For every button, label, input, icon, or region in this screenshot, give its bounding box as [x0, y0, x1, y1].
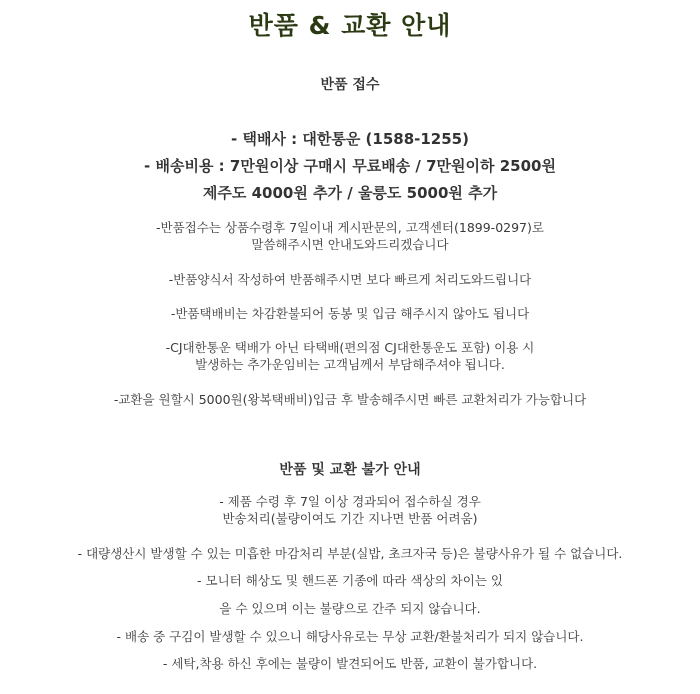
return-note-line: -교환을 원할시 5000원(왕복택배비)입금 후 발송해주시면 빠른 교환처리가 가능합니다: [113, 392, 587, 407]
return-note-line: 말씀해주시면 안내도와드리겠습니다: [251, 237, 449, 252]
restriction-item-line: 을 수 있으며 이는 불량으로 간주 되지 않습니다.: [219, 601, 481, 616]
extra-cost-info: 제주도 4000원 추가 / 울릉도 5000원 추가: [202, 184, 498, 202]
restriction-item-line: - 배송 중 구김이 발생할 수 있으니 해당사유로는 무상 교환/환불처리가 되지 않습니다.: [116, 629, 584, 644]
page-title: 반품 & 교환 안내: [248, 11, 452, 40]
restriction-item-line: - 세탁,착용 하신 후에는 불량이 발견되어도 반품, 교환이 불가합니다.: [162, 656, 538, 671]
return-note-line: -반품접수는 상품수령후 7일이내 게시판문의, 고객센터(1899-0297)로: [156, 220, 544, 235]
returns-heading: 반품 접수: [320, 77, 380, 93]
restriction-item-line: 반송처리(불량이여도 기간 지나면 반품 어려움): [222, 511, 478, 526]
return-note-line: -반품택배비는 차감환불되어 동봉 및 입금 해주시지 않아도 됩니다: [170, 306, 530, 321]
shipping-cost-info: - 배송비용 : 7만원이상 구매시 무료배송 / 7만원이하 2500원: [144, 157, 556, 175]
courier-info: - 택배사 : 대한통운 (1588-1255): [231, 130, 469, 148]
return-note-line: -반품양식서 작성하여 반품해주시면 보다 빠르게 처리도와드립니다: [168, 272, 532, 287]
restriction-item-line: - 대량생산시 발생할 수 있는 미흡한 마감처리 부분(실밥, 초크자국 등)은 불량사유가 될 수 없습니다.: [77, 546, 623, 561]
restriction-item-line: - 제품 수령 후 7일 이상 경과되어 접수하실 경우: [219, 494, 481, 509]
return-note-line: 발생하는 추가운임비는 고객님께서 부담해주셔야 됩니다.: [195, 357, 505, 372]
restrictions-heading: 반품 및 교환 불가 안내: [279, 462, 421, 478]
return-note-line: -CJ대한통운 택배가 아닌 타택배(편의점 CJ대한통운도 포함) 이용 시: [165, 340, 535, 355]
restriction-item-line: - 모니터 해상도 및 핸드폰 기종에 따라 색상의 차이는 있: [197, 573, 503, 588]
